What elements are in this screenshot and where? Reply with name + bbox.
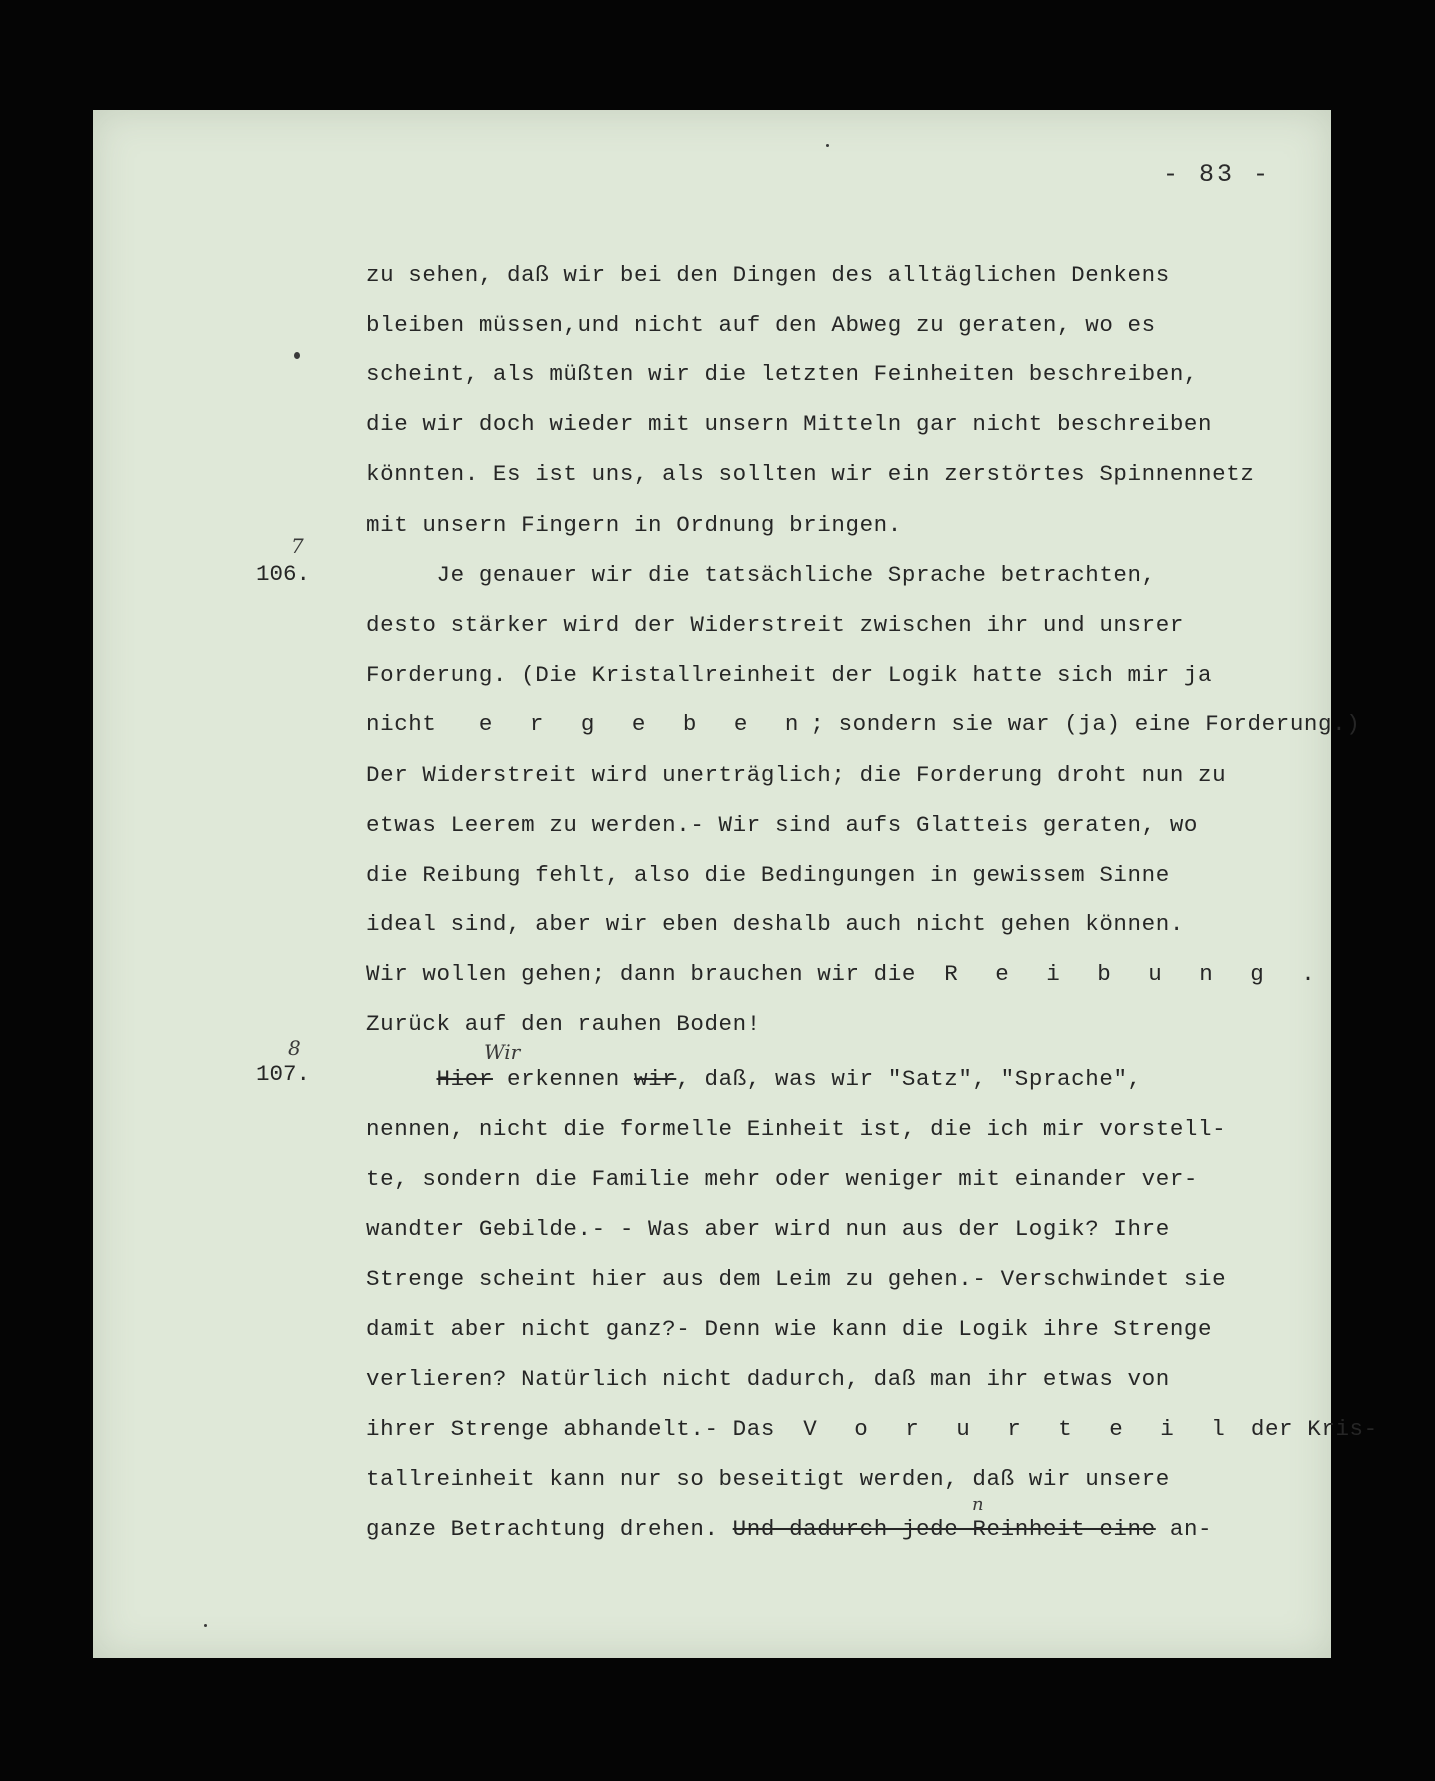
text-line: zu sehen, daß wir bei den Dingen des alltäglichen Denkens [366, 262, 1170, 288]
text-line: mit unsern Fingern in Ordnung bringen. [366, 512, 902, 538]
text-line [366, 1416, 1378, 1442]
text-segment: , daß, was wir "Satz", "Sprache", [676, 1066, 1142, 1092]
paragraph-number: 106. [256, 561, 311, 587]
emphasized-word: V o r u r t e i l [803, 1416, 1237, 1442]
struck-word: wir [633, 1066, 677, 1092]
text-segment: ganze Betrachtung drehen. [366, 1516, 733, 1542]
text-segment: ihrer Strenge abhandelt.- Das [366, 1416, 775, 1442]
struck-phrase: Und dadurch jede Reinheit eine [732, 1516, 1156, 1542]
handwritten-letter: n [972, 1494, 984, 1515]
paragraph-number: 107. [256, 1061, 311, 1087]
text-line: könnten. Es ist uns, als sollten wir ein zerstörtes Spinnennetz [366, 461, 1255, 487]
text-line: tallreinheit kann nur so beseitigt werden, daß wir unsere [366, 1466, 1170, 1492]
emphasized-word: e r g e b e n [478, 711, 811, 737]
text-line: Je genauer wir die tatsächliche Sprache betrachten, [366, 562, 1156, 588]
text-line: bleiben müssen,und nicht auf den Abweg zu geraten, wo es [366, 312, 1156, 338]
struck-word: Hier [436, 1066, 493, 1092]
text-line: Strenge scheint hier aus dem Leim zu gehen.- Verschwindet sie [366, 1266, 1227, 1292]
text-line: desto stärker wird der Widerstreit zwischen ihr und unsrer [366, 612, 1184, 638]
text-line: die Reibung fehlt, also die Bedingungen in gewissem Sinne [366, 862, 1170, 888]
text-line [366, 1066, 1142, 1092]
text-line: Zurück auf den rauhen Boden! [366, 1011, 761, 1037]
text-line: damit aber nicht ganz?- Denn wie kann die Logik ihre Strenge [366, 1316, 1213, 1342]
handwritten-paragraph-correction: 7 [291, 534, 304, 558]
text-line: die wir doch wieder mit unsern Mitteln gar nicht beschreiben [366, 411, 1213, 437]
text-segment: ; sondern sie war (ja) eine Forderung.) [810, 711, 1361, 737]
text-line: nennen, nicht die formelle Einheit ist, die ich mir vorstell- [366, 1116, 1227, 1142]
text-line: te, sondern die Familie mehr oder weniger mit einander ver- [366, 1166, 1199, 1192]
text-line: scheint, als müßten wir die letzten Feinheiten beschreiben, [366, 361, 1199, 387]
text-line: wandter Gebilde.- - Was aber wird nun aus der Logik? Ihre [366, 1216, 1170, 1242]
text-segment: nicht [366, 711, 437, 737]
text-segment: der Kris- [1236, 1416, 1378, 1442]
text-segment: an- [1155, 1516, 1213, 1542]
text-segment: erkennen [492, 1066, 634, 1092]
ink-speck [204, 1624, 207, 1627]
text-line: Der Widerstreit wird unerträglich; die Forderung droht nun zu [366, 762, 1227, 788]
ink-speck [826, 144, 829, 147]
handwritten-insertion: Wir [484, 1040, 521, 1064]
text-line [366, 961, 1327, 987]
text-line: verlieren? Natürlich nicht dadurch, daß man ihr etwas von [366, 1366, 1170, 1392]
text-line: Forderung. (Die Kristallreinheit der Logik hatte sich mir ja [366, 662, 1213, 688]
page-number: - 83 - [1163, 160, 1272, 189]
handwritten-paragraph-correction: 8 [288, 1036, 301, 1060]
text-line [366, 711, 1360, 737]
text-line: ideal sind, aber wir eben deshalb auch nicht gehen können. [366, 911, 1184, 937]
ink-speck [294, 352, 300, 359]
text-line: etwas Leerem zu werden.- Wir sind aufs Glatteis geraten, wo [366, 812, 1199, 838]
text-line [366, 1516, 1212, 1542]
emphasized-word: R e i b u n g . [944, 961, 1327, 987]
text-segment: Wir wollen gehen; dann brauchen wir die [366, 961, 916, 987]
